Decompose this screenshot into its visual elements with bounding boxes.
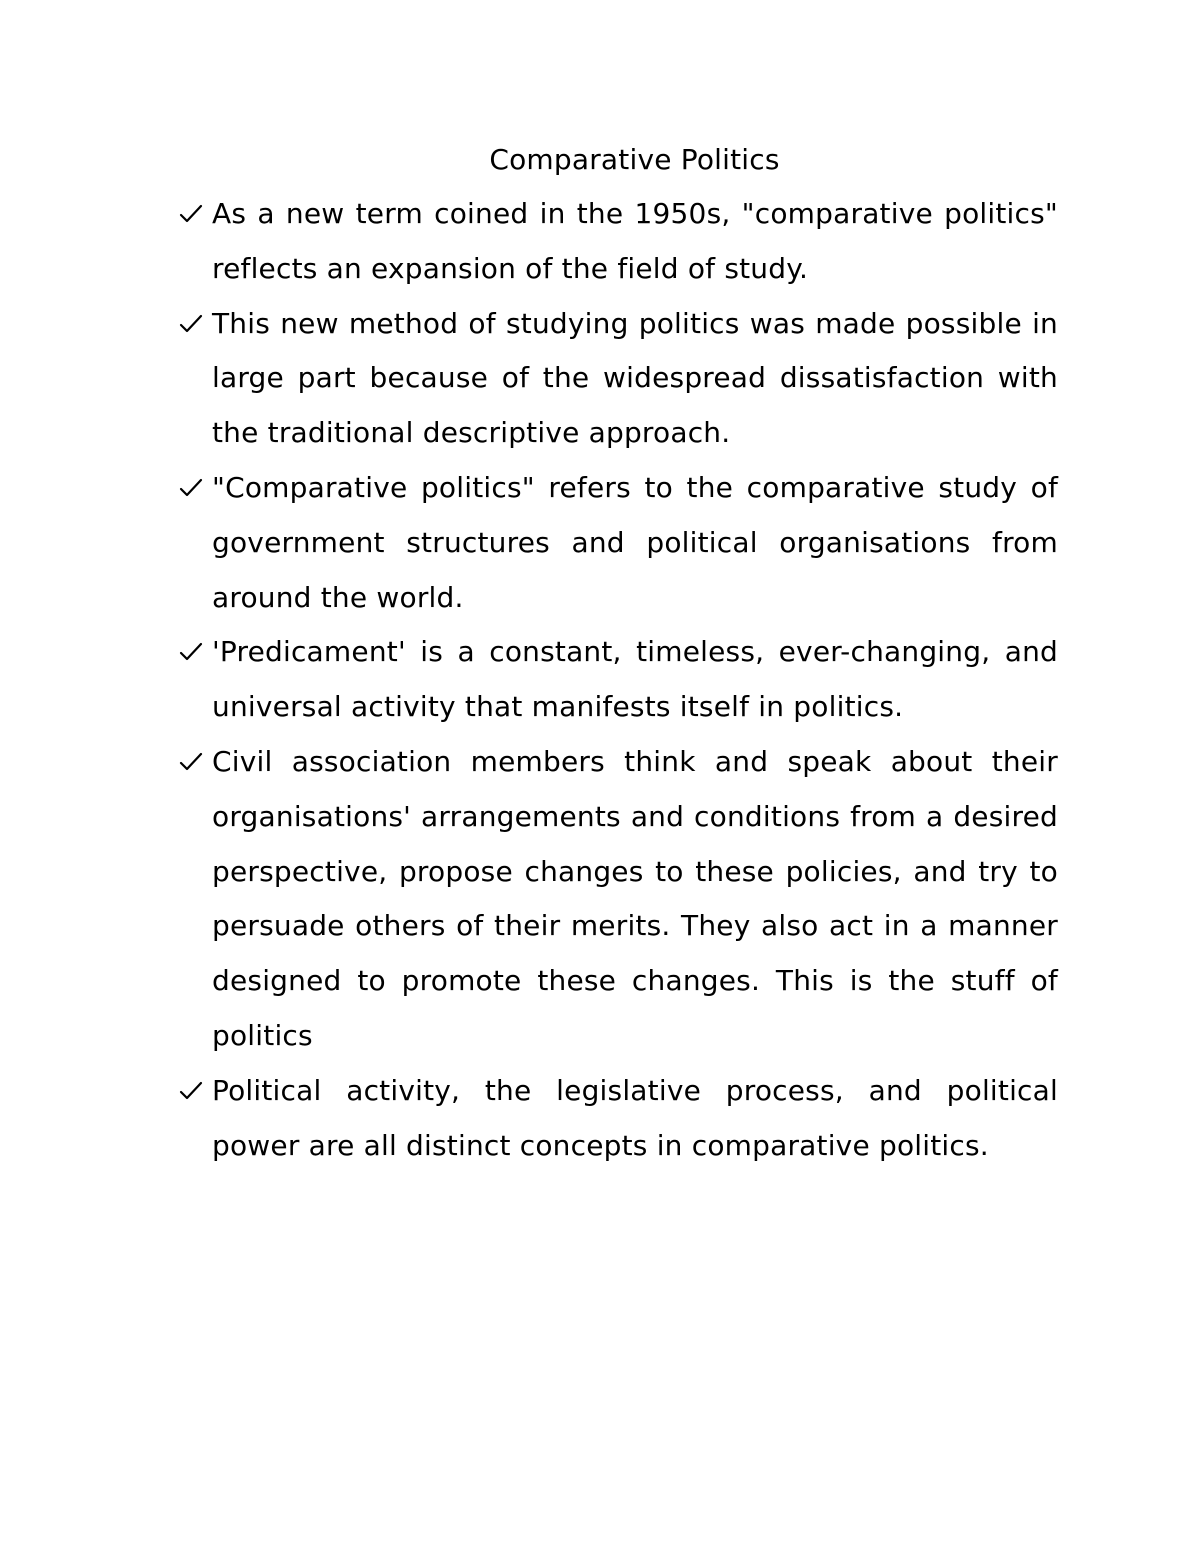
bullet-text: "Comparative politics" refers to the comparative study of government structures and political organisations from around the world. — [212, 470, 1058, 614]
checkmark-icon — [178, 477, 204, 499]
bullet-list — [178, 187, 1058, 1173]
checkmark-icon — [178, 203, 204, 225]
checkmark-icon — [178, 641, 204, 663]
bullet-text: Political activity, the legislative process, and political power are all distinct concepts in comparative politics. — [212, 1073, 1058, 1162]
bullet-text: 'Predicament' is a constant, timeless, ever-changing, and universal activity that manifests itself in politics. — [212, 635, 1058, 724]
list-item — [178, 625, 1058, 735]
bullet-text: As a new term coined in the 1950s, "comparative politics" reflects an expansion of the field of study. — [212, 197, 1058, 285]
list-item — [178, 187, 1058, 297]
checkmark-icon — [178, 1080, 204, 1102]
list-item — [178, 1064, 1058, 1174]
bullet-text: This new method of studying politics was made possible in large part because of the widespread dissatisfaction with the traditional descriptive approach. — [212, 306, 1058, 450]
bullet-text: Civil association members think and speak about their organisations' arrangements and conditions from a desired perspective, propose changes to these policies, and try to persuade others of their merits. They also act in a manner designed to promote these changes. This is the stuff of politics — [212, 744, 1058, 1052]
page-title: Comparative Politics — [489, 143, 780, 176]
list-item — [178, 735, 1058, 1064]
checkmark-icon — [178, 751, 204, 773]
list-item — [178, 297, 1058, 461]
list-item — [178, 461, 1058, 625]
checkmark-icon — [178, 313, 204, 335]
